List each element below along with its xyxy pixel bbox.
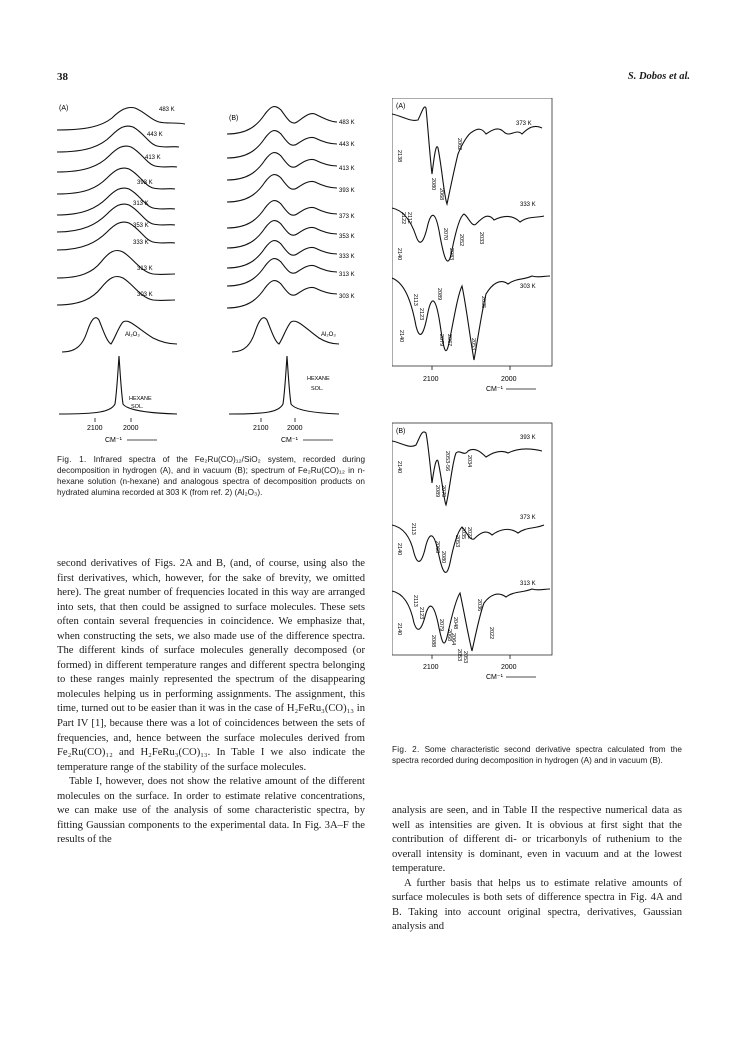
peak-label: 2088 [430,635,436,648]
figure-1-caption [57,454,365,498]
fig1-temp-label: 483 K [159,107,175,113]
peak-label: 2079 [438,334,444,347]
peak-label: 2022 [488,627,494,640]
caption-label: Fig. 1. [57,455,87,464]
spectrum-curve [57,222,175,250]
peak-label: 2080 [440,551,446,564]
peak-label: 2122 [400,212,406,225]
spectrum-curve [227,259,337,286]
peak-label: 2062 [456,138,462,151]
fig2-temp-label: 303 K [520,284,536,290]
fig1-panel-a-label: (A) [59,105,69,112]
peak-label: 2113 [412,294,418,306]
peak-label: 2053 [470,338,476,351]
figure-2-caption [392,744,682,766]
fig1-temp-label: 443 K [147,132,163,138]
peak-label: 2138 [396,150,402,163]
right-column-text [392,804,682,935]
caption-label: Fig. 2. [392,745,420,754]
peak-label: 2053 [456,649,462,662]
fig2-x-unit: CM⁻¹ [486,386,503,393]
peak-label: 2068 [438,188,444,201]
running-head: S. Dobos et al. [627,71,690,82]
fig2-x-tick: 2000 [501,664,517,671]
fig2-x-unit: CM⁻¹ [486,674,503,681]
peak-label: 2079 [440,485,446,498]
paragraph: second derivatives of Figs. 2A and B, (and, of course, using also the first derivatives, which, however, for the sake of brevity, we omitted here). The great number of frequencies located in this way are arranged into sets, that then could be assigned to surface molecules. These sets often contain several frequencies in coincidence. We emphasize that, when constructing the sets, we also made use of the difference spectra. The different kinds of surface molecules generally decomposed (or formed) in different temperature ranges and different spectra belonging to these ranges mainly represented the spectrum of the disappearing molecules helping us in performing assignments. The assignment, this time, turned out to be easier than it was in the case of H₂FeRu₃(CO)₁₃ in Part IV [1], because there was a lot of coincidences between the sets of frequencies, and, hence between the surface molecules derived from Fe₂Ru(CO)₁₂ and H₂FeRu₃(CO)₁₃. In Table I we also indicate the temperature range of the stability of the surface molecules. [57,558,365,773]
fig1-al2o3-label: Al₂O₃ [125,332,140,338]
peak-label: 2080 [430,178,436,191]
peak-label: 2036 [476,599,482,612]
fig1-panel-b-label: (B) [229,115,239,122]
peak-label: 2140 [396,623,402,636]
peak-label: 2053 [462,651,468,664]
fig2-panel-a-label: (A) [396,103,406,110]
spectrum-curve [59,356,177,414]
fig1-x-tick: 2000 [123,425,139,432]
spectrum-curve [392,208,544,261]
peak-label: 2053 [454,535,460,548]
page-number: 38 [57,71,68,83]
fig1-x-unit: CM⁻¹ [105,437,122,444]
peak-label: 2140 [396,461,402,474]
peak-label: 2089 [436,288,442,301]
left-column-text [57,557,365,848]
spectrum-curve [227,221,337,248]
spectrum-curve [227,107,337,134]
fig1-temp-label: 353 K [133,223,149,229]
peak-label: 2034 [466,455,472,468]
spectrum-curve [227,131,337,158]
caption-text: Some characteristic second derivative spectra calculated from the spectra recorded during decomposition in hydrogen (A) and in vacuum (B). [392,745,682,766]
figure-2 [392,98,677,693]
fig1-hexane-label: HEXANE [307,376,330,382]
peak-label: 2123 [418,308,424,321]
fig1-temp-label: 413 K [145,155,161,161]
peak-label: 2067 [446,334,452,347]
fig1-sol-label: SOL. [311,386,324,392]
paragraph: A further basis that helps us to estimate relative amounts of surface molecules is both sets of difference spectra in Fig. 4A and B. Taking into account original spectra, derivatives, Gaussian analysis and [392,877,682,933]
fig1-temp-label: 393 K [137,180,153,186]
fig1-temp-label: 413 K [339,166,355,172]
spectrum-curve [392,432,542,505]
fig1-x-unit: CM⁻¹ [281,437,298,444]
peak-label: 2033 [478,232,484,245]
fig1-temp-label: 333 K [339,254,355,260]
peak-label: 2048 [452,617,458,630]
peak-label: 2022 [466,527,472,540]
peak-label: 2123 [418,607,424,620]
fig1-al2o3-label: Al₂O₃ [321,332,336,338]
fig1-temp-label: 313 K [137,266,153,272]
fig1-temp-label: 313 K [133,201,149,207]
peak-label: 2064 [450,633,456,646]
spectrum-curve [57,250,175,278]
fig1-x-tick: 2000 [287,425,303,432]
fig1-temp-label: 333 K [133,240,149,246]
fig2-temp-label: 393 K [520,435,536,441]
peak-label: 2089 [434,485,440,498]
fig1-temp-label: 353 K [339,234,355,240]
peak-label: 2052 [458,234,464,247]
figure-2-panel-b [392,423,552,681]
peak-label: 2113 [412,595,418,607]
fig1-temp-label: 393 K [339,188,355,194]
fig2-temp-label: 333 K [520,202,536,208]
spectrum-curve [227,153,337,180]
fig1-hexane-label: HEXANE [129,396,152,402]
fig1-x-tick: 2100 [87,425,103,432]
fig2-x-tick: 2100 [423,664,439,671]
figure-1-panel-a [57,105,185,444]
peak-label: 2140 [396,248,402,261]
peak-label: 2140 [398,330,404,343]
fig1-x-tick: 2100 [253,425,269,432]
fig2-temp-label: 373 K [516,121,532,127]
fig2-x-tick: 2100 [423,376,439,383]
fig1-temp-label: 443 K [339,142,355,148]
spectrum-curve [227,281,337,308]
peak-label: 2070 [442,228,448,241]
fig1-temp-label: 373 K [339,214,355,220]
paragraph: Table I, however, does not show the relative amount of the different molecules on the surface. In order to estimate relative concentrations, we can make use of the analysis of some characteristic spectra, by fitting Gaussian components to the experimental data. In Fig. 3A–F the results of the [57,776,365,846]
peak-label: 2140 [396,543,402,556]
spectrum-curve [57,188,175,215]
peak-label: 2079 [438,619,444,632]
fig2-temp-label: 373 K [520,515,536,521]
peak-label: 2035 [480,296,486,309]
fig2-x-tick: 2000 [501,376,517,383]
spectrum-curve [62,318,177,352]
paragraph: analysis are seen, and in Table II the respective numerical data as well as intensities are given. It is obvious at first sight that the contribution of different di- or tricarbonyls of ruthenium to the overall intensity is dominant, even in vacuum and at the lowest temperature. [392,805,682,875]
figure-1 [57,100,357,445]
peak-label: 2068 [434,541,440,554]
fig2-temp-label: 313 K [520,581,536,587]
fig2-panel-b-peak-labels [396,451,494,663]
caption-text: Infrared spectra of the Fe₂Ru(CO)₁₂/SiO₂ system, recorded during decomposition in hydrogen (A), and in vacuum (B); spectrum of Fe₂Ru(CO)₁₂ in n-hexane solution (n-hexane) and analogous spectra of decomposition products on hydrated alumina recorded at 303 K (from ref. 2) (Al₂O₃). [57,455,366,498]
fig1-sol-label: SOL. [131,404,144,410]
fig1-temp-label: 303 K [339,294,355,300]
peak-label: 2113 [410,523,416,535]
peak-label: 2112 [406,212,412,224]
peak-label: 2035 [460,527,466,540]
peak-label: 2053-56 [444,451,450,472]
peak-label: 2083 [448,248,454,261]
figure-2-panel-a [392,98,552,393]
figure-1-panel-b [227,107,355,444]
fig1-temp-label: 313 K [339,272,355,278]
spectrum-curve [229,356,339,414]
fig1-temp-label: 303 K [137,292,153,298]
spectrum-curve [227,201,337,228]
spectrum-curve [57,276,175,305]
fig2-panel-b-label: (B) [396,428,406,435]
peak-label: 2068 [446,629,452,642]
fig1-temp-label: 483 K [339,120,355,126]
spectrum-curve [227,175,337,202]
